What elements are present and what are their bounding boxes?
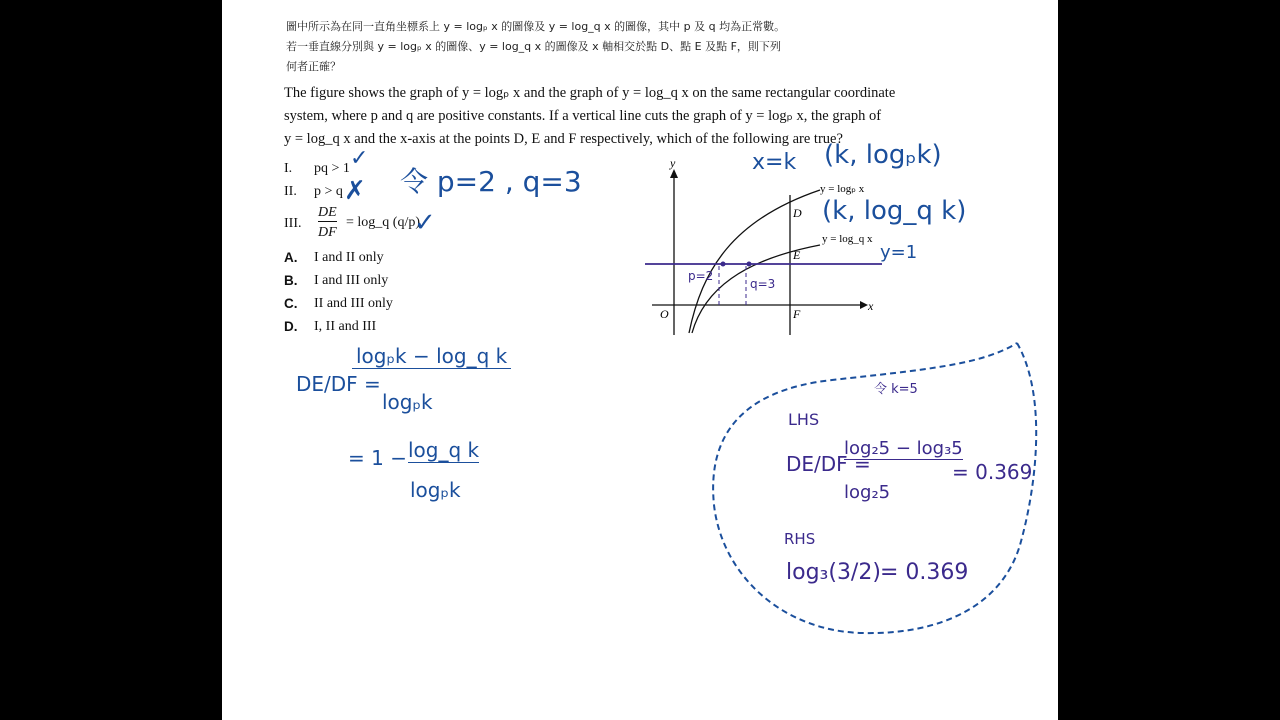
point-p <box>721 262 726 267</box>
annotation-step2-denominator: logₚk <box>410 478 461 502</box>
curve-p-label: y = logₚ x <box>820 183 865 195</box>
annotation-rhs-label: RHS <box>784 530 816 548</box>
statement-1-text: pq > 1 <box>314 161 350 176</box>
option-b-text: I and III only <box>314 273 389 288</box>
annotation-lhs-label: LHS <box>788 410 820 429</box>
question-zh-line-1: 圖中所示為在同一直角坐標系上 y = logₚ x 的圖像及 y = log_q x 的圖像，其中 p 及 q 均為正常數。 <box>286 20 786 33</box>
annotation-step2-prefix: = 1 − <box>348 446 407 470</box>
annotation-p-eq-2: p=2 <box>688 269 714 283</box>
statement-3-num: III. <box>284 216 302 231</box>
statement-2-text: p > q <box>314 184 343 199</box>
statement-3-rhs: = log_q (q/p) <box>346 215 420 230</box>
option-d-letter: D. <box>284 319 298 334</box>
annotation-point-p: (k, logₚk) <box>824 140 942 170</box>
point-q <box>747 262 752 267</box>
option-c-text: II and III only <box>314 296 393 311</box>
question-zh-line-3: 何者正確？ <box>286 60 341 73</box>
option-a-letter: A. <box>284 250 298 265</box>
check-icon: ✓ <box>414 208 436 238</box>
question-zh-line-2: 若一垂直線分別與 y = logₚ x 的圖像、y = log_q x 的圖像及 x 軸相交於點 D、點 E 及點 F，則下列 <box>286 40 781 53</box>
annotation-ratio-numerator: logₚk − log_q k <box>352 344 511 369</box>
annotation-rhs-expression: log₃(3/2) <box>786 560 881 585</box>
question-en-line-1: The figure shows the graph of y = logₚ x and the graph of y = log_q x on the same rectangular coordinate <box>284 85 896 101</box>
option-a-text: I and II only <box>314 250 384 265</box>
worksheet-page <box>222 0 1058 720</box>
annotation-y-eq-1: y=1 <box>880 242 918 263</box>
annotation-let-pq: 令 p=2 , q=3 <box>400 165 582 198</box>
y-axis-label: y <box>670 156 676 170</box>
check-icon: ✓ <box>350 146 369 171</box>
annotation-q-eq-3: q=3 <box>750 277 776 291</box>
option-b-letter: B. <box>284 273 298 288</box>
statement-3-denominator: DF <box>318 225 337 240</box>
statement-2-num: II. <box>284 184 297 199</box>
annotation-ratio-denominator: logₚk <box>382 390 433 414</box>
question-en-line-2: system, where p and q are positive constants. If a vertical line cuts the graph of y = logₚ x, the graph of <box>284 108 882 124</box>
annotation-step2-numerator: log_q k <box>408 438 480 462</box>
option-d-text: I, II and III <box>314 319 377 334</box>
question-en-line-3: y = log_q x and the x-axis at the points D, E and F respectively, which of the following are true? <box>284 131 843 147</box>
annotation-let-k: 令 k=5 <box>874 382 918 397</box>
log-graph-figure <box>642 150 882 350</box>
annotation-lhs-numerator: log₂5 − log₃5 <box>844 438 963 459</box>
statement-1-num: I. <box>284 161 293 176</box>
annotation-lhs-value: = 0.369 <box>952 460 1033 484</box>
annotation-lhs-denominator: log₂5 <box>844 482 891 503</box>
cross-icon: ✗ <box>344 176 366 206</box>
annotation-point-q: (k, log_q k) <box>822 196 967 226</box>
annotation-x-eq-k: x=k <box>752 150 797 175</box>
curve-q-label: y = log_q x <box>822 233 873 245</box>
point-e-label: E <box>793 248 801 262</box>
point-f-label: F <box>793 307 801 321</box>
annotation-ratio-lhs: DE/DF = <box>296 372 381 396</box>
y-axis-arrow-icon <box>670 169 678 178</box>
annotation-rhs-value: = 0.369 <box>880 560 969 585</box>
point-d-label: D <box>793 206 802 220</box>
origin-label: O <box>660 307 669 321</box>
statement-3-numerator: DE <box>318 205 337 220</box>
x-axis-arrow-icon <box>860 301 868 309</box>
option-c-letter: C. <box>284 296 298 311</box>
annotation-lhs-fraction: DE/DF = <box>786 452 871 476</box>
x-axis-label: x <box>868 299 874 313</box>
